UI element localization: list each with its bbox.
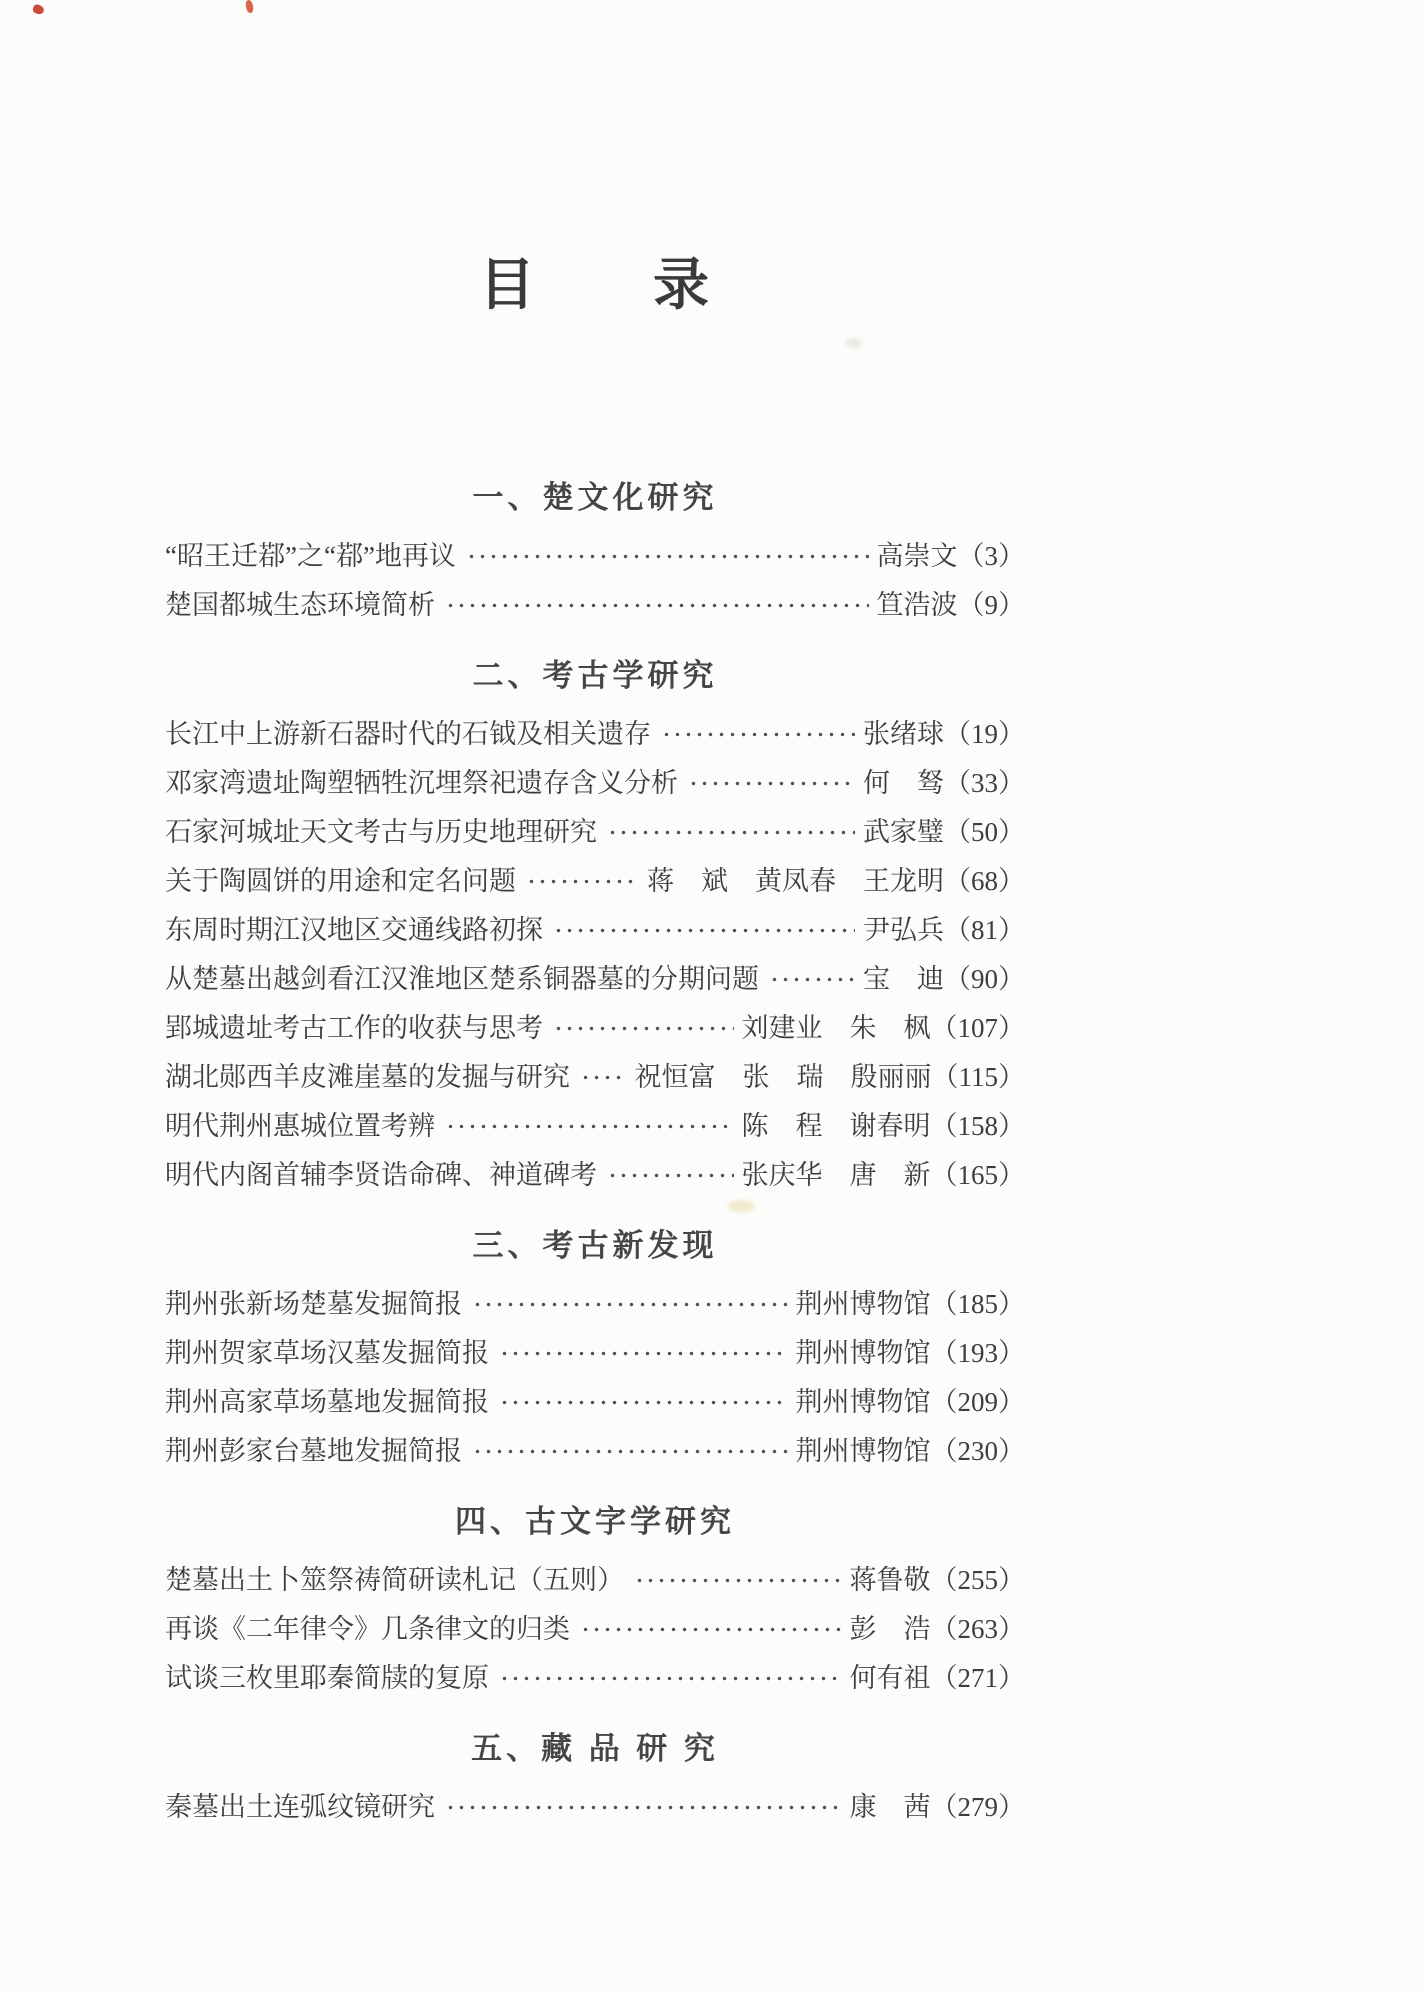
section-collection-research: [165, 1729, 1025, 1832]
toc-entry: [165, 857, 1025, 906]
dot-leader: [443, 1783, 842, 1832]
toc-content: [165, 0, 1025, 1832]
dot-leader: [497, 1654, 842, 1703]
toc-entry: [165, 759, 1025, 808]
section-archaeology-research: [165, 656, 1025, 1200]
entry-authors: 荆州博物馆: [795, 1387, 931, 1417]
toc-entry: [165, 808, 1025, 857]
entry-page-number: （90）: [944, 964, 1025, 994]
entry-title: 再谈《二年律令》几条律文的归类: [165, 1614, 570, 1644]
entry-title: 明代内阁首辅李贤诰命碑、神道碑考: [165, 1160, 597, 1190]
section-heading: 二、考古学研究: [472, 658, 718, 693]
section-heading: 三、考古新发现: [472, 1228, 718, 1263]
entry-authors: 彭 浩: [849, 1614, 931, 1644]
entry-title: 从楚墓出越剑看江汉淮地区楚系铜器墓的分期问题: [165, 964, 759, 994]
toc-entry: [165, 1556, 1025, 1605]
entry-title: 荆州贺家草场汉墓发掘简报: [165, 1338, 489, 1368]
dot-leader: [551, 1004, 734, 1053]
entry-title: 秦墓出土连弧纹镜研究: [165, 1792, 435, 1822]
entry-page-number: （50）: [944, 817, 1025, 847]
dot-leader: [632, 1556, 842, 1605]
toc-entry: [165, 1102, 1025, 1151]
dot-leader: [578, 1053, 627, 1102]
toc-entry: [165, 710, 1025, 759]
section-entries: [165, 1556, 1025, 1703]
entry-page-number: （209）: [930, 1387, 1025, 1417]
toc-entry: [165, 1004, 1025, 1053]
entry-page-number: （230）: [930, 1436, 1025, 1466]
entry-page-number: （33）: [944, 768, 1025, 798]
entry-title: 长江中上游新石器时代的石钺及相关遗存: [165, 719, 651, 749]
entry-page-number: （193）: [930, 1338, 1025, 1368]
toc-entry: [165, 1378, 1025, 1427]
section-heading: 四、古文字学研究: [455, 1504, 735, 1539]
entry-title: 邓家湾遗址陶塑牺牲沉埋祭祀遗存含义分析: [165, 768, 678, 798]
entry-authors: 笪浩波: [876, 590, 958, 620]
dot-leader: [497, 1378, 788, 1427]
dot-leader: [464, 532, 869, 581]
section-entries: [165, 1280, 1025, 1476]
entry-page-number: （9）: [957, 590, 1025, 620]
entry-title: 关于陶圆饼的用途和定名问题: [165, 866, 516, 896]
entry-title: 湖北郧西羊皮滩崖墓的发掘与研究: [165, 1062, 570, 1092]
entry-title: 明代荆州惠城位置考辨: [165, 1111, 435, 1141]
entry-authors: 何有祖: [849, 1663, 931, 1693]
dot-leader: [605, 808, 855, 857]
dot-leader: [686, 759, 855, 808]
entry-authors: 康 茜: [849, 1792, 931, 1822]
entry-authors: 尹弘兵: [863, 915, 944, 945]
toc-entry: [165, 1605, 1025, 1654]
section-heading: 五、藏 品 研 究: [471, 1731, 719, 1766]
entry-title: 试谈三枚里耶秦简牍的复原: [165, 1663, 489, 1693]
toc-entry: [165, 1783, 1025, 1832]
section-paleography: [165, 1502, 1025, 1703]
dot-leader: [767, 955, 855, 1004]
entry-title: 荆州张新场楚墓发掘简报: [165, 1289, 462, 1319]
entry-page-number: （263）: [930, 1614, 1025, 1644]
entry-page-number: （107）: [930, 1013, 1025, 1043]
toc-entry: [165, 1427, 1025, 1476]
entry-page-number: （68）: [944, 866, 1025, 896]
dot-leader: [470, 1280, 788, 1329]
toc-entry: [165, 1654, 1025, 1703]
entry-authors: 刘建业 朱 枫: [741, 1013, 931, 1043]
entry-authors: 张庆华 唐 新: [741, 1160, 931, 1190]
entry-title: 荆州彭家台墓地发掘简报: [165, 1436, 462, 1466]
entry-page-number: （255）: [930, 1565, 1025, 1595]
section-chu-culture: [165, 478, 1025, 630]
entry-authors: 荆州博物馆: [795, 1338, 931, 1368]
dot-leader: [443, 1102, 734, 1151]
section-entries: [165, 532, 1025, 630]
toc-entry: [165, 532, 1025, 581]
entry-page-number: （165）: [930, 1160, 1025, 1190]
entry-authors: 陈 程 谢春明: [741, 1111, 931, 1141]
entry-page-number: （115）: [931, 1062, 1025, 1092]
entry-title: 石家河城址天文考古与历史地理研究: [165, 817, 597, 847]
dot-leader: [470, 1427, 788, 1476]
dot-leader: [551, 906, 855, 955]
toc-entry: [165, 1280, 1025, 1329]
entry-title: 东周时期江汉地区交通线路初探: [165, 915, 543, 945]
toc-entry: [165, 581, 1025, 630]
page-title: 目 录: [479, 255, 711, 317]
toc-entry: [165, 1151, 1025, 1200]
toc-entry: [165, 1329, 1025, 1378]
entry-authors: 荆州博物馆: [795, 1436, 931, 1466]
entry-authors: 荆州博物馆: [795, 1289, 931, 1319]
dot-leader: [524, 857, 639, 906]
toc-entry: [165, 1053, 1025, 1102]
dot-leader: [443, 581, 869, 630]
entry-page-number: （158）: [930, 1111, 1025, 1141]
entry-authors: 蒋鲁敬: [849, 1565, 931, 1595]
entry-title: 荆州高家草场墓地发掘简报: [165, 1387, 489, 1417]
entry-title: 郢城遗址考古工作的收获与思考: [165, 1013, 543, 1043]
entry-authors: 武家璧: [863, 817, 944, 847]
dot-leader: [659, 710, 855, 759]
toc-entry: [165, 906, 1025, 955]
entry-page-number: （185）: [930, 1289, 1025, 1319]
entry-title: 楚墓出土卜筮祭祷简研读札记（五则）: [165, 1565, 624, 1595]
entry-authors: 张绪球: [863, 719, 944, 749]
section-new-discoveries: [165, 1226, 1025, 1476]
entry-title: “昭王迁鄀”之“鄀”地再议: [165, 541, 456, 571]
dot-leader: [578, 1605, 842, 1654]
dot-leader: [605, 1151, 734, 1200]
entry-authors: 何 驽: [863, 768, 944, 798]
entry-title: 楚国都城生态环境简析: [165, 590, 435, 620]
entry-authors: 祝恒富 张 瑞 殷丽丽: [634, 1062, 932, 1092]
entry-authors: 蒋 斌 黄凤春 王龙明: [647, 866, 944, 896]
section-entries: [165, 1783, 1025, 1832]
section-heading: 一、楚文化研究: [472, 480, 718, 515]
dot-leader: [497, 1329, 788, 1378]
entry-page-number: （3）: [957, 541, 1025, 571]
entry-page-number: （81）: [944, 915, 1025, 945]
entry-page-number: （279）: [930, 1792, 1025, 1822]
red-ink-speck: [32, 4, 45, 16]
entry-authors: 宝 迪: [863, 964, 944, 994]
entry-authors: 高崇文: [876, 541, 958, 571]
entry-page-number: （271）: [930, 1663, 1025, 1693]
entry-page-number: （19）: [944, 719, 1025, 749]
section-entries: [165, 710, 1025, 1200]
toc-entry: [165, 955, 1025, 1004]
